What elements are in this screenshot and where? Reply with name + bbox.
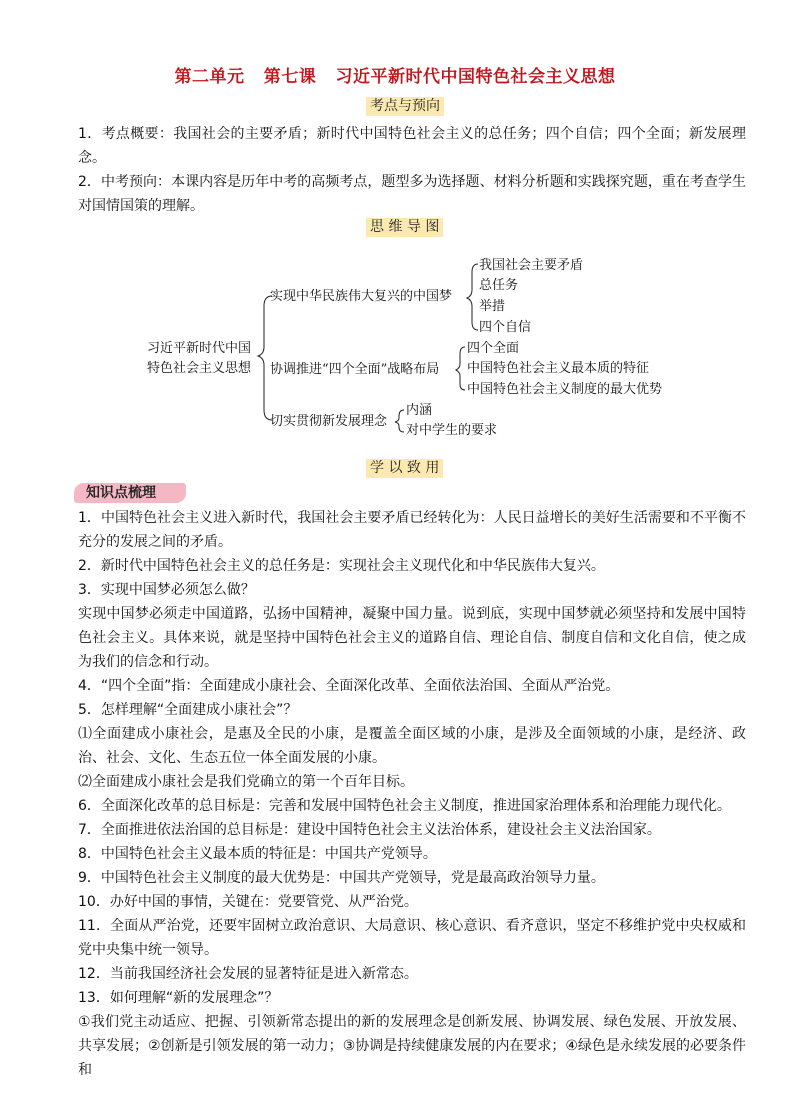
point-3-body: 实现中国梦必须走中国道路，弘扬中国精神，凝聚中国力量。说到底，实现中国梦就必须坚持和发展中国特色社会主义。具体来说，就是坚持中国特色社会主义的道路自信、理论自信、制度自信和文化自信，使之成为我们的信念和行动。 [78, 606, 746, 670]
mindmap-b2-item-1: 四个全面 [467, 341, 520, 356]
point-10: 10．办好中国的事情，关键在：党要管党、从严治党。 [78, 894, 418, 910]
point-13-body: ①我们党主动适应、把握、引领新常态提出的新的发展理念是创新发展、协调发展、绿色发展、开放发展、共享发展；②创新是引领发展的第一动力；③协调是持续健康发展的内在要求；④绿色是永续发展的必要条件和 [78, 1014, 746, 1078]
point-12: 12．当前我国经济社会发展的显著特征是进入新常态。 [78, 966, 418, 982]
point-8: 8．中国特色社会主义最本质的特征是：中国共产党领导。 [78, 846, 437, 862]
mindmap-b1-item-4: 四个自信 [479, 320, 532, 335]
point-2: 2．新时代中国特色社会主义的总任务是：实现社会主义现代化和中华民族伟大复兴。 [78, 558, 605, 574]
mindmap-root-line2: 特色社会主义思想 [147, 361, 252, 376]
knowledge-tag: 知识点梳理 [74, 483, 186, 503]
mindmap-b3-item-1: 内涵 [406, 403, 433, 418]
mindmap-b1-item-2: 总任务 [479, 278, 519, 293]
point-9: 9．中国特色社会主义制度的最大优势是：中国共产党领导，党是最高政治领导力量。 [78, 870, 605, 886]
page-title: 第二单元 第七课 习近平新时代中国特色社会主义思想 [174, 67, 616, 87]
point-3: 3．实现中国梦必须怎么做？ [78, 582, 255, 598]
mindmap-branch-3: 切实贯彻新发展理念 [270, 414, 388, 429]
point-7: 7．全面推进依法治国的总目标是：建设中国特色社会主义法治体系，建设社会主义法治国家。 [78, 822, 661, 838]
mindmap-branch-2: 协调推进“四个全面”战略布局 [270, 362, 440, 377]
section-label-kaodian: 考点与预向 [366, 97, 444, 116]
point-5: 5．怎样理解“全面建成小康社会”？ [78, 702, 298, 718]
mindmap-branch-1: 实现中华民族伟大复兴的中国梦 [270, 289, 453, 304]
point-13: 13．如何理解“新的发展理念”？ [78, 990, 279, 1006]
mindmap-b2-item-3: 中国特色社会主义制度的最大优势 [467, 382, 663, 397]
mindmap-brackets [0, 0, 790, 460]
kaodian-para-2: 2．中考预向：本课内容是历年中考的高频考点，题型多为选择题、材料分析题和实践探究题，重在考查学生对国情国策的理解。 [78, 174, 746, 214]
point-1: 1．中国特色社会主义进入新时代，我国社会主要矛盾已经转化为：人民日益增长的美好生活需要和不平衡不充分的发展之间的矛盾。 [78, 510, 746, 550]
mindmap-b3-item-2: 对中学生的要求 [406, 423, 498, 438]
point-11: 11．全面从严治党，还要牢固树立政治意识、大局意识、核心意识、看齐意识，坚定不移维护党中央权威和党中央集中统一领导。 [78, 918, 746, 958]
section-label-xueyi: 学 以 致 用 [366, 459, 443, 478]
b3-bracket [395, 410, 404, 432]
mindmap-b2-item-2: 中国特色社会主义最本质的特征 [467, 361, 650, 376]
mindmap-root-line1: 习近平新时代中国 [147, 341, 252, 356]
point-5-sub-2: ⑵全面建成小康社会是我们党确立的第一个百年目标。 [78, 774, 414, 790]
kaodian-para-1: 1．考点概要：我国社会的主要矛盾；新时代中国特色社会主义的总任务；四个自信；四个全面；新发展理念。 [78, 126, 746, 166]
b1-bracket [467, 264, 478, 330]
b2-bracket [456, 347, 465, 390]
point-6: 6．全面深化改革的总目标是：完善和发展中国特色社会主义制度，推进国家治理体系和治理能力现代化。 [78, 798, 731, 814]
section-label-siwei: 思 维 导 图 [366, 218, 443, 237]
root-bracket [258, 296, 272, 420]
mindmap-b1-item-1: 我国社会主要矛盾 [479, 258, 584, 273]
mindmap-b1-item-3: 举措 [479, 299, 506, 314]
point-4: 4．“四个全面”指：全面建成小康社会、全面深化改革、全面依法治国、全面从严治党。 [78, 678, 620, 694]
point-5-sub-1: ⑴全面建成小康社会，是惠及全民的小康，是覆盖全面区域的小康，是涉及全面领域的小康，是经济、政治、社会、文化、生态五位一体全面发展的小康。 [78, 726, 746, 766]
